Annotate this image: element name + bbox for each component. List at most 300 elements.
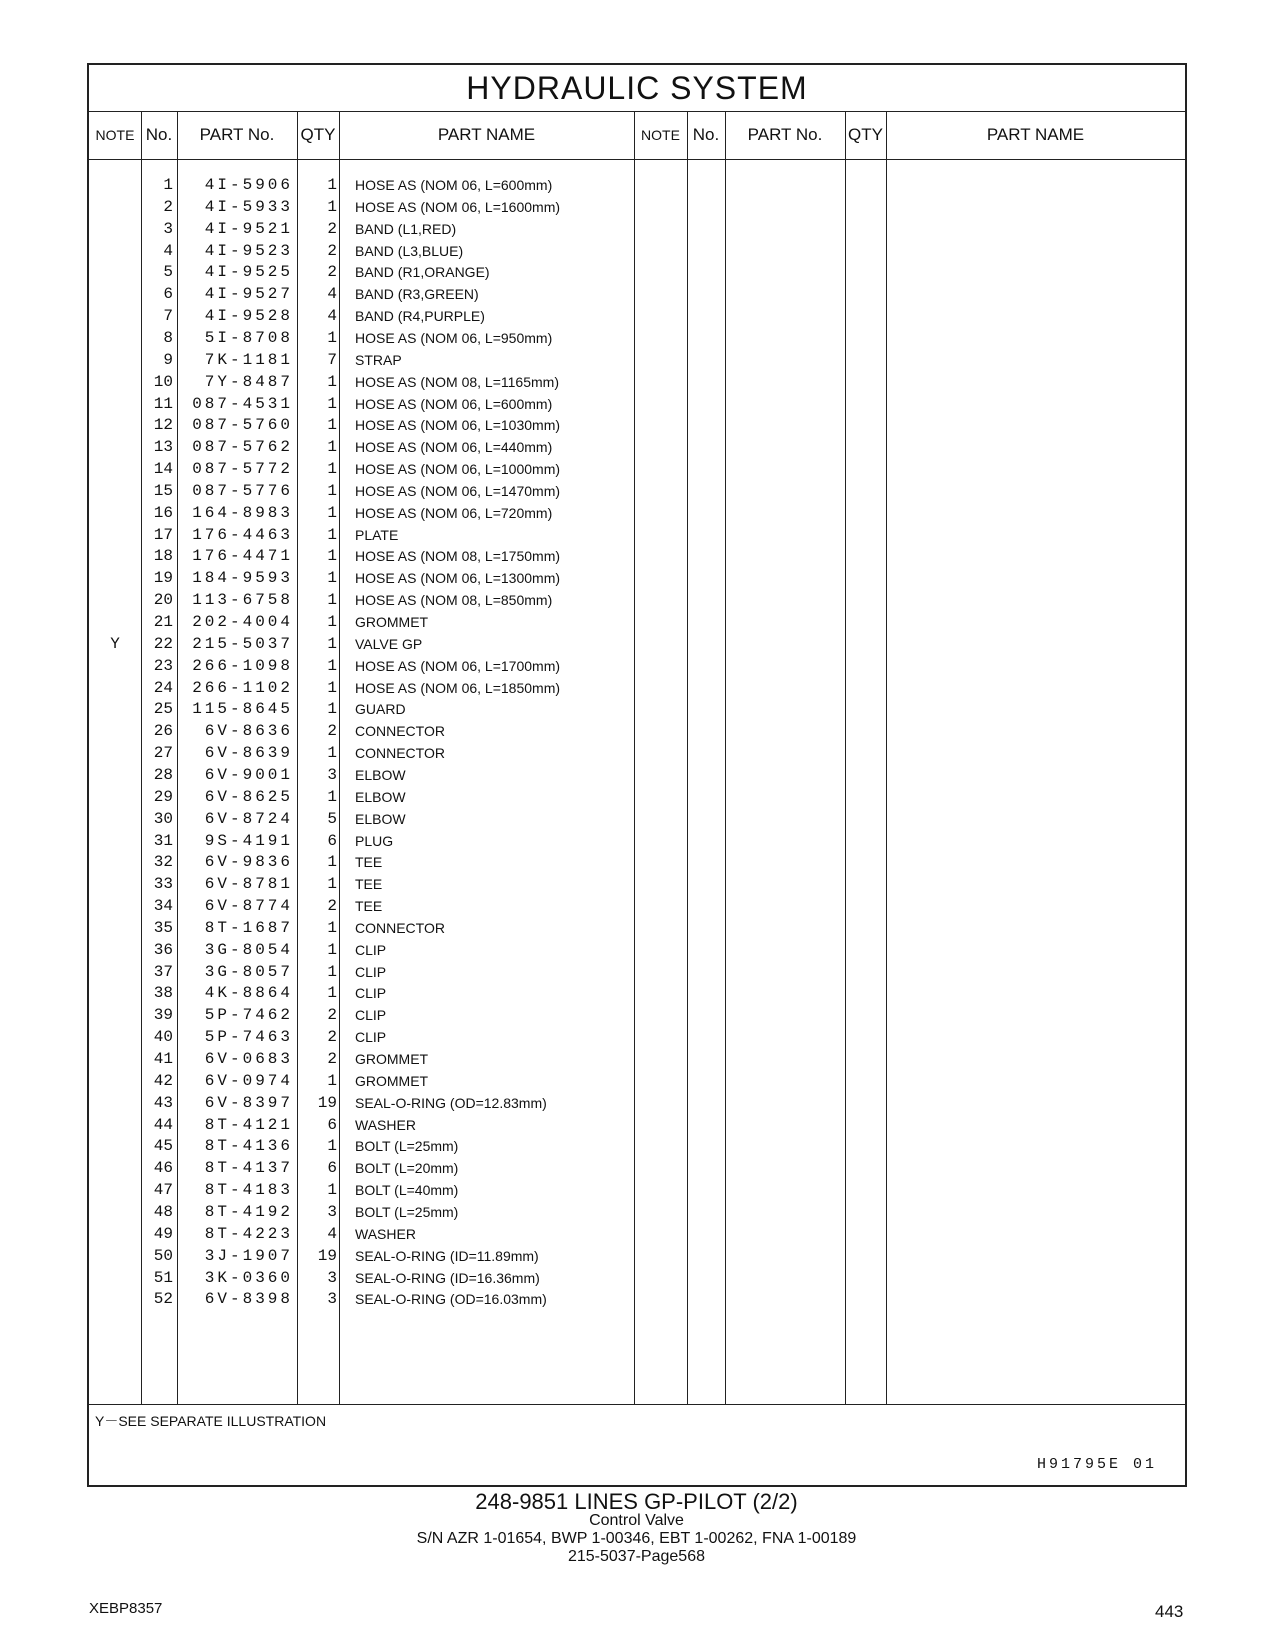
page-number: 443 (1155, 1602, 1184, 1621)
row-qty: 1 (327, 678, 337, 697)
row-note (89, 305, 141, 328)
table-row (89, 611, 634, 634)
row-qty: 1 (327, 372, 337, 391)
row-item-no: 46 (153, 1159, 173, 1178)
row-qty: 1 (327, 438, 337, 457)
row-part-no: 4I-9523 (204, 241, 293, 260)
row-part-no: 8T-1687 (204, 918, 293, 937)
table-row (89, 851, 634, 874)
row-qty: 19 (317, 1246, 337, 1265)
row-note (89, 283, 141, 306)
row-part-name: CONNECTOR (355, 745, 445, 762)
row-qty: 1 (327, 569, 337, 588)
row-part-no: 5P-7463 (204, 1028, 293, 1047)
row-item-no: 8 (163, 328, 173, 347)
table-row (89, 327, 634, 350)
row-part-name: HOSE AS (NOM 06, L=720mm) (355, 504, 553, 521)
document-id: XEBP8357 (89, 1600, 163, 1617)
table-row (89, 1157, 634, 1180)
row-part-no: 3G-8057 (204, 962, 293, 981)
row-note (89, 349, 141, 372)
row-note (89, 414, 141, 437)
table-row (89, 1245, 634, 1268)
table-row (89, 655, 634, 678)
row-note (89, 677, 141, 700)
row-part-name: WASHER (355, 1116, 416, 1133)
row-item-no: 25 (153, 700, 173, 719)
row-qty: 3 (327, 1290, 337, 1309)
row-item-no: 18 (153, 547, 173, 566)
row-qty: 1 (327, 328, 337, 347)
row-part-no: 184-9593 (192, 569, 293, 588)
row-part-name: HOSE AS (NOM 06, L=600mm) (355, 177, 553, 193)
row-part-no: 087-4531 (192, 394, 293, 413)
row-part-no: 4I-9521 (204, 219, 293, 238)
row-item-no: 22 (153, 634, 173, 653)
row-qty: 1 (327, 547, 337, 566)
row-item-no: 39 (153, 1006, 173, 1025)
row-qty: 4 (327, 285, 337, 304)
row-item-no: 38 (153, 984, 173, 1003)
row-part-name: STRAP (355, 351, 402, 368)
caption-serials: S/N AZR 1-01654, BWP 1-00346, EBT 1-00262, FNA 1-00189 (416, 1530, 857, 1547)
row-part-name: BAND (R1,ORANGE) (355, 264, 490, 281)
row-part-name: HOSE AS (NOM 06, L=1600mm) (355, 198, 561, 215)
table-row (89, 873, 634, 896)
row-part-name: HOSE AS (NOM 06, L=1030mm) (355, 417, 561, 434)
table-row (89, 917, 634, 940)
row-qty: 1 (327, 1181, 337, 1200)
row-note (89, 436, 141, 459)
row-qty: 7 (327, 350, 337, 369)
row-note: Y (110, 634, 120, 653)
row-note (89, 698, 141, 721)
row-qty: 1 (327, 613, 337, 631)
row-part-name: HOSE AS (NOM 06, L=1470mm) (355, 482, 561, 499)
table-row (89, 1048, 634, 1071)
row-note (89, 786, 141, 809)
row-note (89, 720, 141, 743)
row-part-name: TEE (355, 854, 383, 871)
row-part-name: BOLT (L=25mm) (355, 1203, 459, 1220)
row-qty: 6 (327, 1115, 337, 1134)
row-part-name: CLIP (355, 941, 387, 958)
row-item-no: 20 (153, 591, 173, 610)
table-row (89, 458, 634, 481)
row-part-no: 7Y-8487 (204, 372, 293, 391)
row-note (89, 393, 141, 416)
caption-title: 248-9851 LINES GP-PILOT (2/2) (475, 1489, 798, 1514)
table-row (89, 1004, 634, 1027)
row-note (89, 1223, 141, 1246)
row-part-name: HOSE AS (NOM 08, L=850mm) (355, 592, 553, 609)
table-row (89, 1070, 634, 1093)
row-qty: 2 (327, 241, 337, 260)
row-part-name: ELBOW (355, 810, 406, 827)
row-part-no: 6V-8397 (204, 1093, 293, 1112)
row-item-no: 33 (153, 875, 173, 894)
row-item-no: 30 (153, 809, 173, 828)
row-qty: 2 (327, 1028, 337, 1047)
table-body-divider (89, 1404, 1185, 1405)
row-item-no: 4 (163, 241, 173, 260)
row-part-no: 4I-5906 (204, 176, 293, 194)
row-item-no: 26 (153, 722, 173, 741)
row-part-name: CLIP (355, 1007, 387, 1024)
row-part-no: 087-5776 (192, 481, 293, 500)
column-divider (634, 111, 635, 1405)
row-note (89, 895, 141, 918)
row-part-no: 6V-9001 (204, 765, 293, 784)
row-part-name: TEE (355, 898, 383, 915)
row-note (89, 371, 141, 394)
row-qty: 1 (327, 416, 337, 435)
drawing-code: H91795E 01 (1036, 1456, 1157, 1473)
row-qty: 1 (327, 176, 337, 194)
header-part-name: PART NAME (437, 125, 536, 144)
column-divider (845, 111, 846, 1405)
row-qty: 3 (327, 1202, 337, 1221)
row-part-name: HOSE AS (NOM 06, L=1000mm) (355, 461, 561, 478)
row-qty: 2 (327, 1050, 337, 1068)
row-note (89, 174, 141, 197)
row-note (89, 458, 141, 481)
row-item-no: 27 (153, 744, 173, 763)
row-part-no: 113-6758 (192, 591, 293, 610)
row-part-no: 8T-4192 (204, 1202, 293, 1221)
row-item-no: 9 (163, 350, 173, 369)
row-item-no: 28 (153, 765, 173, 784)
table-row (89, 174, 634, 197)
row-part-name: GROMMET (355, 614, 429, 630)
row-part-no: 6V-8781 (204, 875, 293, 894)
row-part-no: 6V-0683 (204, 1050, 293, 1068)
row-part-name: BOLT (L=25mm) (355, 1138, 459, 1155)
row-qty: 6 (327, 1159, 337, 1178)
table-row (89, 283, 634, 306)
row-part-name: CLIP (355, 1029, 387, 1046)
row-part-no: 176-4471 (192, 547, 293, 566)
row-note (89, 982, 141, 1005)
table-row (89, 414, 634, 437)
table-row (89, 633, 634, 656)
row-note (89, 939, 141, 962)
table-row (89, 480, 634, 503)
row-part-name: SEAL-O-RING (ID=16.36mm) (355, 1269, 540, 1286)
footnote: Y－SEE SEPARATE ILLUSTRATION (95, 1413, 327, 1429)
row-item-no: 41 (153, 1050, 173, 1068)
row-item-no: 31 (153, 831, 173, 850)
row-item-no: 16 (153, 503, 173, 522)
row-note (89, 567, 141, 590)
table-row (89, 982, 634, 1005)
row-part-no: 6V-8774 (204, 897, 293, 916)
row-item-no: 15 (153, 481, 173, 500)
row-item-no: 36 (153, 940, 173, 959)
row-note (89, 742, 141, 765)
row-part-no: 8T-4121 (204, 1115, 293, 1134)
row-note (89, 611, 141, 634)
row-part-name: ELBOW (355, 788, 406, 805)
row-item-no: 51 (153, 1268, 173, 1287)
row-part-no: 8T-4183 (204, 1181, 293, 1200)
row-qty: 4 (327, 1224, 337, 1243)
row-item-no: 47 (153, 1181, 173, 1200)
table-row (89, 305, 634, 328)
row-item-no: 49 (153, 1224, 173, 1243)
row-item-no: 23 (153, 656, 173, 675)
row-part-name: GROMMET (355, 1072, 429, 1089)
table-row (89, 1179, 634, 1202)
row-part-name: BAND (L1,RED) (355, 220, 457, 237)
table-row (89, 567, 634, 590)
row-qty: 19 (317, 1093, 337, 1112)
table-row (89, 589, 634, 612)
row-item-no: 10 (153, 372, 173, 391)
row-note (89, 480, 141, 503)
row-note (89, 1179, 141, 1202)
table-row (89, 830, 634, 853)
row-part-no: 266-1098 (192, 656, 293, 675)
row-note (89, 917, 141, 940)
row-qty: 1 (327, 744, 337, 763)
row-note (89, 873, 141, 896)
row-note (89, 1114, 141, 1137)
row-part-no: 087-5772 (192, 460, 293, 479)
row-item-no: 3 (163, 219, 173, 238)
table-row (89, 371, 634, 394)
table-row (89, 349, 634, 372)
table-row (89, 720, 634, 743)
row-qty: 1 (327, 503, 337, 522)
row-part-name: SEAL-O-RING (OD=16.03mm) (355, 1291, 547, 1308)
row-item-no: 21 (153, 613, 173, 631)
table-row (89, 698, 634, 721)
row-part-no: 164-8983 (192, 503, 293, 522)
row-item-no: 37 (153, 962, 173, 981)
row-part-no: 3J-1907 (204, 1246, 293, 1265)
row-qty: 3 (327, 765, 337, 784)
row-qty: 1 (327, 787, 337, 806)
header-no-2: No. (692, 125, 720, 144)
row-part-no: 6V-0974 (204, 1071, 293, 1090)
row-part-name: VALVE GP (355, 635, 423, 652)
row-item-no: 34 (153, 897, 173, 916)
header-qty-2: QTY (848, 125, 883, 144)
row-item-no: 45 (153, 1137, 173, 1156)
table-row (89, 261, 634, 284)
row-part-no: 087-5762 (192, 438, 293, 457)
row-note (89, 1092, 141, 1115)
row-part-no: 3G-8054 (204, 940, 293, 959)
row-part-no: 215-5037 (192, 634, 293, 653)
row-part-name: WASHER (355, 1225, 416, 1242)
row-part-name: PLATE (355, 526, 399, 543)
row-item-no: 48 (153, 1202, 173, 1221)
table-row (89, 1135, 634, 1158)
row-part-no: 6V-8398 (204, 1290, 293, 1309)
row-note (89, 1135, 141, 1158)
row-part-name: GROMMET (355, 1051, 429, 1067)
row-part-no: 9S-4191 (204, 831, 293, 850)
row-qty: 1 (327, 984, 337, 1003)
row-part-name: BAND (R3,GREEN) (355, 286, 479, 303)
row-part-name: CLIP (355, 963, 387, 980)
row-note (89, 1267, 141, 1290)
row-note (89, 589, 141, 612)
row-item-no: 13 (153, 438, 173, 457)
row-part-no: 202-4004 (192, 613, 293, 631)
row-note (89, 1201, 141, 1224)
row-note (89, 261, 141, 284)
table-row (89, 545, 634, 568)
row-qty: 1 (327, 634, 337, 653)
row-part-name: HOSE AS (NOM 06, L=600mm) (355, 395, 553, 412)
row-note (89, 1070, 141, 1093)
table-row (89, 1288, 634, 1311)
row-item-no: 52 (153, 1290, 173, 1309)
row-qty: 1 (327, 853, 337, 872)
row-qty: 1 (327, 460, 337, 479)
row-item-no: 7 (163, 307, 173, 326)
row-note (89, 1004, 141, 1027)
row-part-name: HOSE AS (NOM 08, L=1165mm) (355, 373, 559, 390)
table-row (89, 808, 634, 831)
row-note (89, 961, 141, 984)
row-part-name: HOSE AS (NOM 06, L=1300mm) (355, 570, 561, 587)
row-note (89, 1157, 141, 1180)
row-qty: 3 (327, 1268, 337, 1287)
row-qty: 1 (327, 197, 337, 216)
row-note (89, 196, 141, 219)
table-row (89, 1026, 634, 1049)
row-qty: 5 (327, 809, 337, 828)
row-qty: 2 (327, 722, 337, 741)
row-note (89, 218, 141, 241)
table-row (89, 436, 634, 459)
table-row (89, 1267, 634, 1290)
table-row (89, 393, 634, 416)
row-part-no: 4K-8864 (204, 984, 293, 1003)
caption-page-ref: 215-5037-Page568 (567, 1548, 705, 1565)
row-item-no: 1 (163, 176, 173, 194)
row-part-name: SEAL-O-RING (ID=11.89mm) (355, 1247, 539, 1264)
row-qty: 1 (327, 525, 337, 544)
column-divider (886, 111, 887, 1405)
row-part-name: ELBOW (355, 766, 406, 783)
row-note (89, 327, 141, 350)
row-item-no: 17 (153, 525, 173, 544)
row-item-no: 44 (153, 1115, 173, 1134)
row-note (89, 808, 141, 831)
row-note (89, 655, 141, 678)
row-part-no: 176-4463 (192, 525, 293, 544)
row-qty: 2 (327, 897, 337, 916)
table-row (89, 961, 634, 984)
table-row (89, 524, 634, 547)
row-note (89, 830, 141, 853)
table-row (89, 895, 634, 918)
row-qty: 1 (327, 1137, 337, 1156)
row-qty: 1 (327, 656, 337, 675)
header-qty: QTY (300, 125, 336, 144)
caption-subtitle: Control Valve (589, 1512, 684, 1529)
row-part-no: 6V-8639 (204, 744, 293, 763)
row-part-name: HOSE AS (NOM 06, L=950mm) (355, 329, 553, 346)
table-row (89, 1201, 634, 1224)
row-note (89, 764, 141, 787)
column-divider (725, 111, 726, 1405)
table-row (89, 502, 634, 525)
row-note (89, 851, 141, 874)
header-part-name-2: PART NAME (986, 125, 1085, 144)
row-item-no: 29 (153, 787, 173, 806)
row-part-name: HOSE AS (NOM 06, L=440mm) (355, 439, 553, 456)
row-part-name: GUARD (355, 701, 406, 718)
row-note (89, 524, 141, 547)
row-part-no: 115-8645 (192, 700, 293, 719)
row-part-no: 8T-4136 (204, 1137, 293, 1156)
row-note (89, 1026, 141, 1049)
row-item-no: 14 (153, 460, 173, 479)
row-item-no: 42 (153, 1071, 173, 1090)
header-note-2: NOTE (641, 127, 680, 143)
row-part-no: 4I-9525 (204, 263, 293, 282)
row-part-no: 6V-8724 (204, 809, 293, 828)
row-item-no: 35 (153, 918, 173, 937)
row-part-no: 266-1102 (192, 678, 293, 697)
row-qty: 2 (327, 219, 337, 238)
row-part-no: 6V-8636 (204, 722, 293, 741)
row-part-name: HOSE AS (NOM 06, L=1700mm) (355, 657, 561, 674)
row-note (89, 502, 141, 525)
row-part-no: 7K-1181 (204, 350, 293, 369)
row-part-no: 6V-9836 (204, 853, 293, 872)
row-qty: 2 (327, 1006, 337, 1025)
row-item-no: 43 (153, 1093, 173, 1112)
row-part-no: 6V-8625 (204, 787, 293, 806)
header-part-no-2: PART No. (747, 125, 823, 144)
row-qty: 1 (327, 962, 337, 981)
row-note (89, 240, 141, 263)
row-qty: 1 (327, 394, 337, 413)
table-row (89, 677, 634, 700)
header-note: NOTE (95, 127, 135, 143)
table-row (89, 218, 634, 241)
table-row (89, 939, 634, 962)
row-item-no: 50 (153, 1246, 173, 1265)
row-item-no: 19 (153, 569, 173, 588)
row-part-name: HOSE AS (NOM 06, L=1850mm) (355, 679, 561, 696)
row-note (89, 1288, 141, 1311)
table-row (89, 1114, 634, 1137)
row-part-no: 8T-4137 (204, 1159, 293, 1178)
row-item-no: 32 (153, 853, 173, 872)
row-item-no: 2 (163, 197, 173, 216)
table-row (89, 196, 634, 219)
row-qty: 1 (327, 591, 337, 610)
row-part-name: BAND (R4,PURPLE) (355, 308, 485, 325)
row-note (89, 1048, 141, 1071)
row-part-no: 8T-4223 (204, 1224, 293, 1243)
parts-table (87, 63, 1187, 1487)
row-item-no: 5 (163, 263, 173, 282)
row-part-name: BOLT (L=20mm) (355, 1160, 459, 1177)
table-title: HYDRAULIC SYSTEM (89, 65, 1185, 112)
row-part-no: 4I-5933 (204, 197, 293, 216)
row-item-no: 6 (163, 285, 173, 304)
table-row (89, 786, 634, 809)
